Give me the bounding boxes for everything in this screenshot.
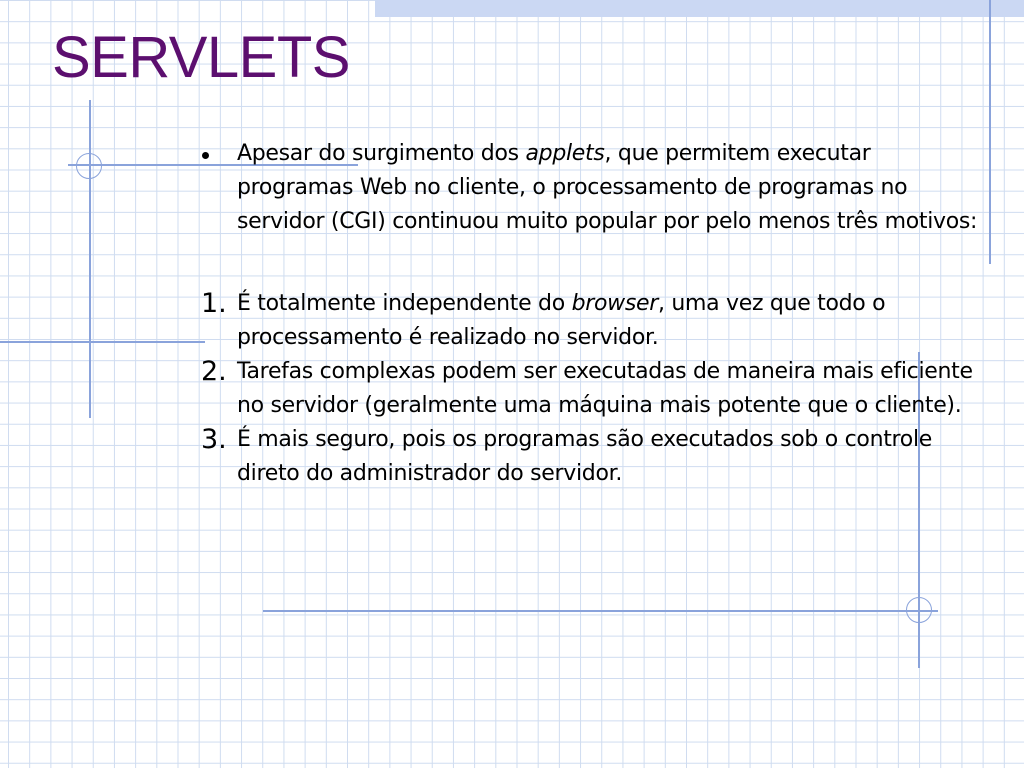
reason-item-3	[200, 423, 999, 491]
reason-italic-term: browser	[571, 291, 658, 316]
reasons-list	[200, 287, 1000, 491]
left-horizontal-rule-lower	[0, 341, 205, 343]
reason-item-2	[200, 355, 999, 423]
intro-text-end: , que permitem executar programas Web no cliente, o processamento de programas no servidor (CGI) continuou muito popular por pelo menos três motivos:	[237, 141, 978, 234]
slide-body	[200, 137, 1000, 491]
reason-text: É mais seguro, pois os programas são executados sob o controle direto do administrador do servidor.	[237, 427, 933, 486]
reason-number: 3.	[201, 424, 227, 455]
reason-item-1	[200, 287, 999, 355]
reason-number: 1.	[201, 288, 227, 319]
reason-text-end: , uma vez que todo o processamento é realizado no servidor.	[237, 291, 886, 350]
reason-number: 2.	[201, 356, 227, 387]
bullet-dot-icon	[202, 152, 209, 159]
reason-text: Tarefas complexas podem ser executadas de maneira mais eficiente no servidor (geralmente uma máquina mais potente que o cliente).	[237, 359, 973, 418]
intro-italic-term: applets	[525, 141, 605, 166]
slide-title: SERVLETS	[52, 25, 350, 90]
bottom-horizontal-rule	[263, 610, 938, 612]
intro-bullet	[200, 137, 992, 239]
top-decorative-band	[375, 0, 1024, 17]
left-vertical-rule	[89, 100, 91, 418]
intro-text-start: Apesar do surgimento dos	[237, 141, 526, 166]
right-ring-decoration	[906, 597, 932, 623]
left-ring-decoration	[76, 153, 102, 179]
reason-text-start: É totalmente independente do	[237, 291, 572, 316]
